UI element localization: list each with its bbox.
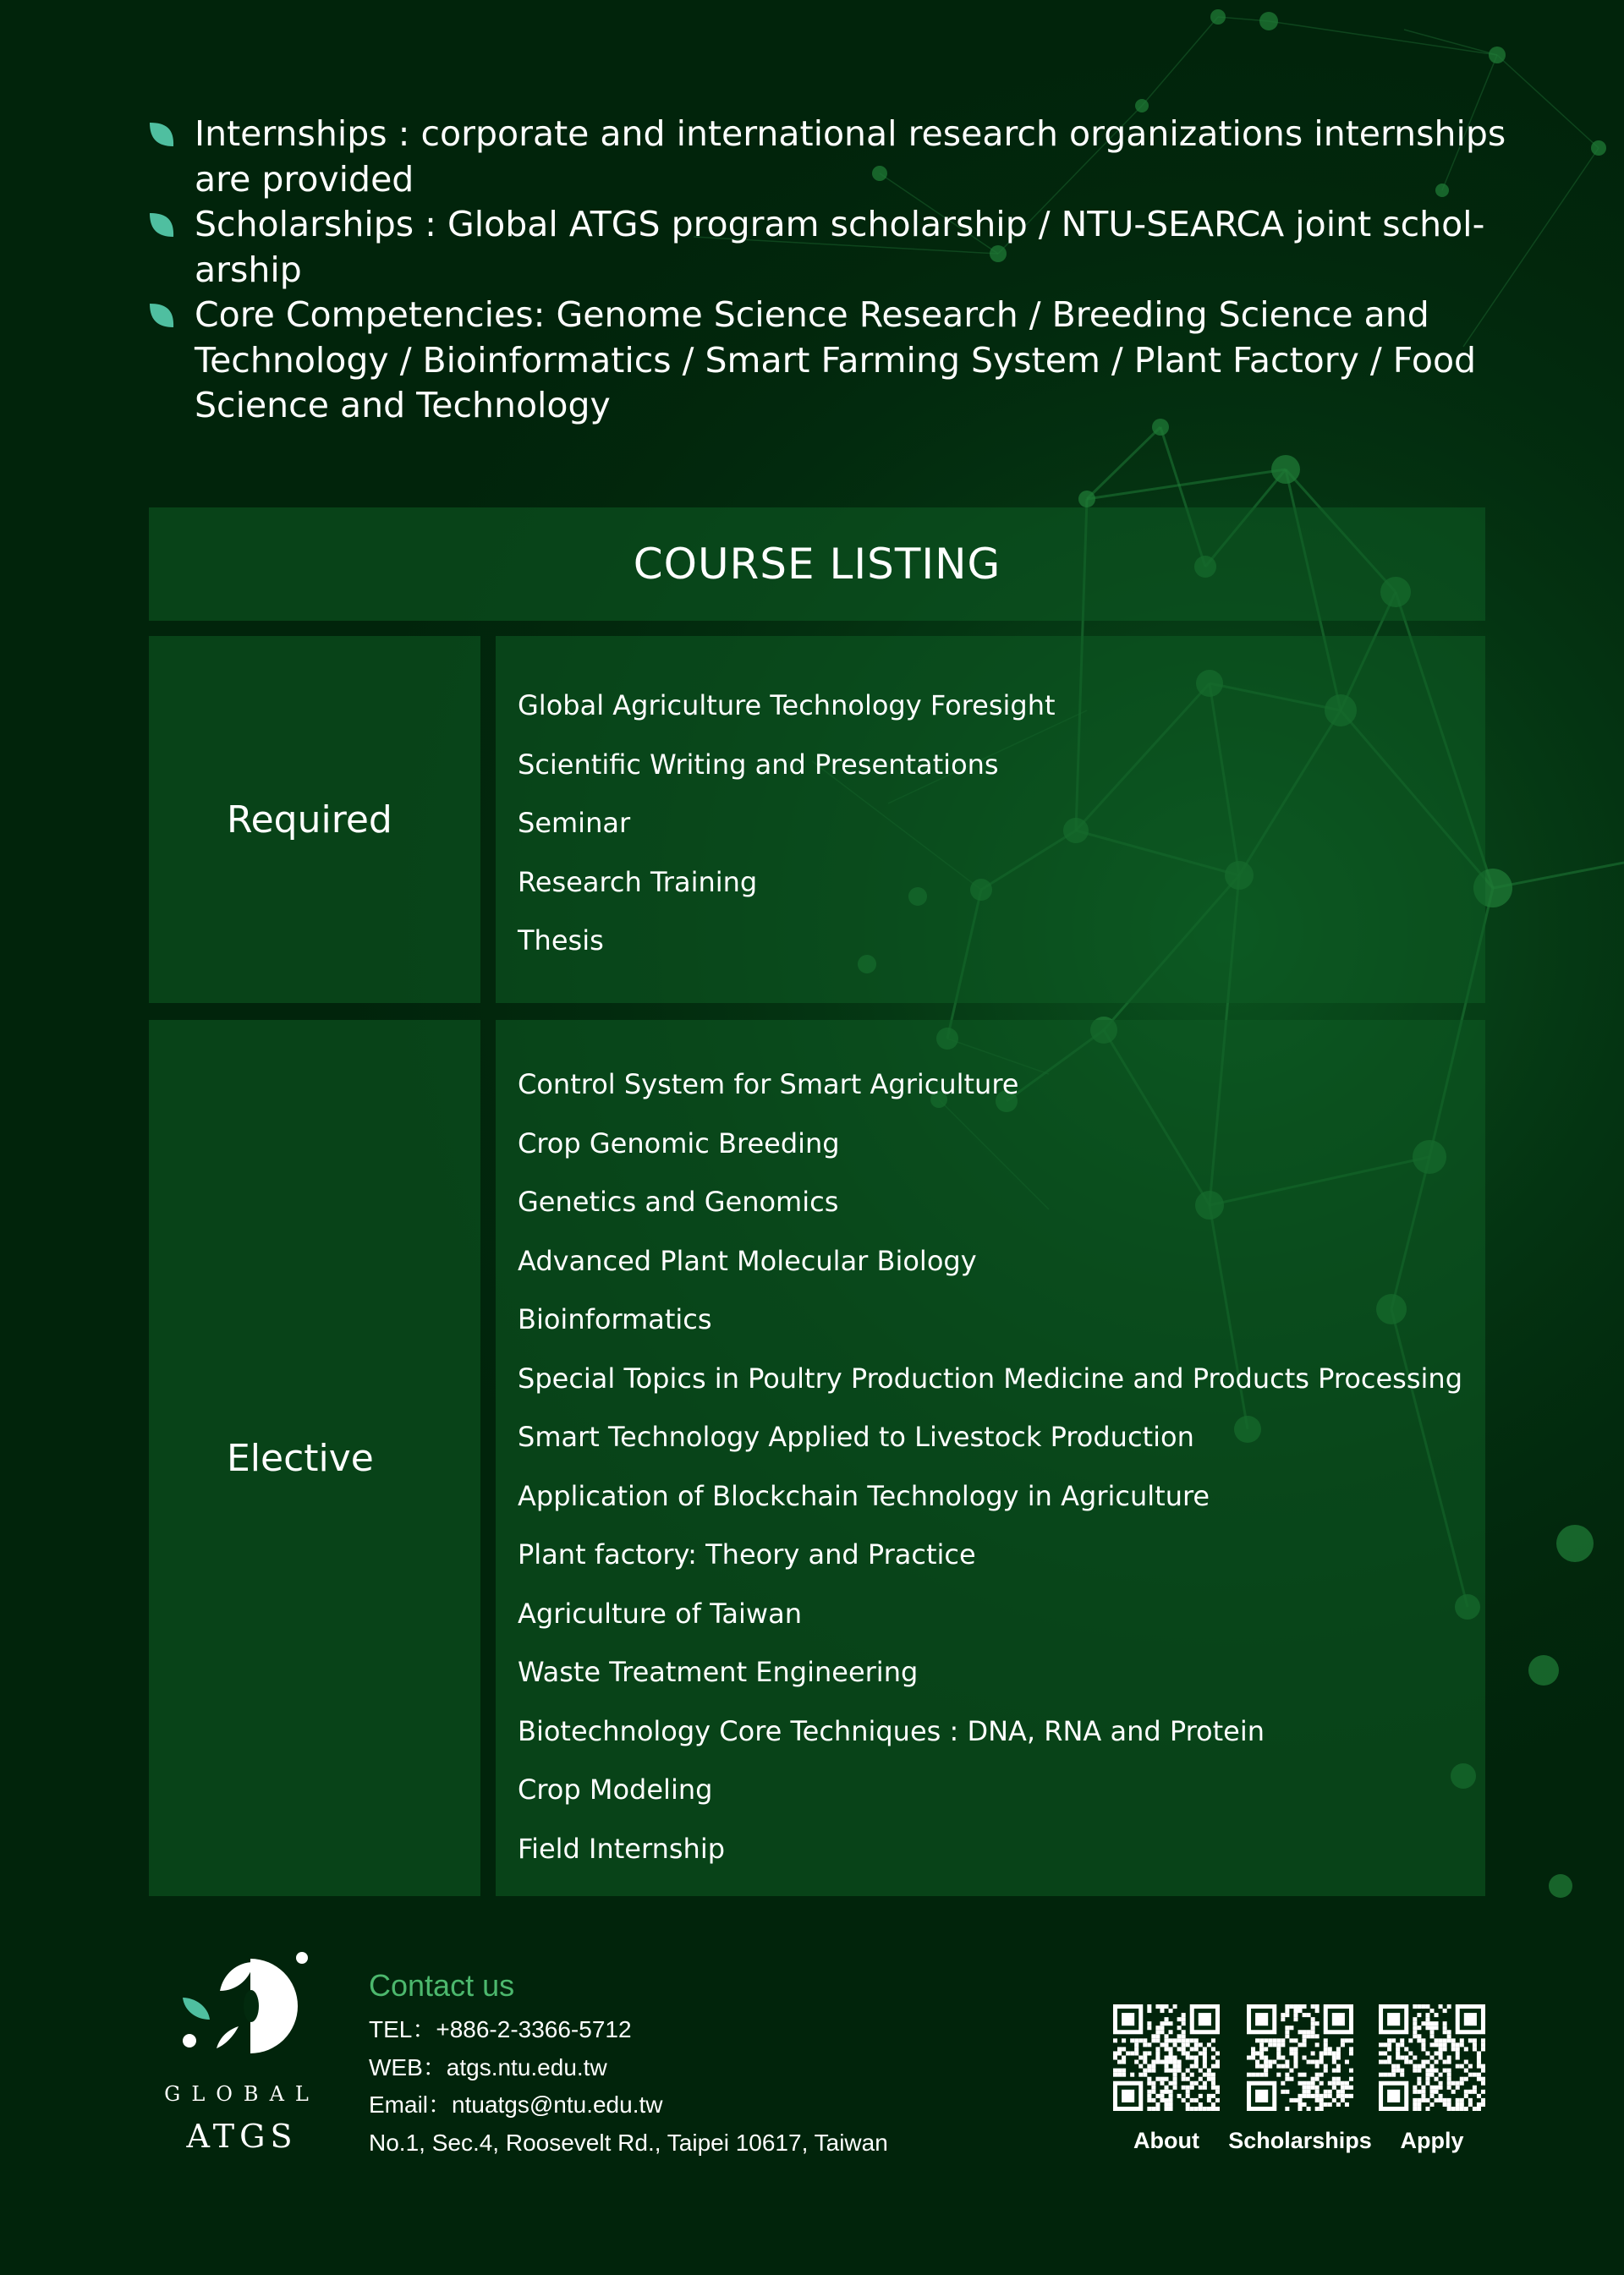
course-item: Biotechnology Core Techniques : DNA, RNA and Protein <box>518 1714 1265 1747</box>
course-item: Agriculture of Taiwan <box>518 1597 802 1630</box>
bullet-item-core-competencies <box>149 293 1536 429</box>
highlights-list <box>149 112 1536 429</box>
contact-web[interactable]: WEB：atgs.ntu.edu.tw <box>369 2053 607 2080</box>
bullet-item-internships <box>149 112 1536 202</box>
leaf-icon <box>149 212 174 238</box>
logo-wordmark-atgs: ATGS <box>186 2118 298 2155</box>
logo-mark-icon <box>149 1945 335 2072</box>
contact-tel: TEL：+886-2-3366-5712 <box>369 2016 632 2042</box>
required-courses-cell <box>496 636 1485 1003</box>
qr-label-about: About <box>1133 2128 1199 2153</box>
qr-code-group <box>1113 2004 1485 2157</box>
bullet-text: Scholarships : Global ATGS program scholarship / NTU-SEARCA joint schol-arship <box>195 204 1485 290</box>
qr-code-apply[interactable] <box>1379 2004 1485 2111</box>
course-item: Seminar <box>518 807 631 839</box>
contact-address: No.1, Sec.4, Roosevelt Rd., Taipei 10617, Taiwan <box>369 2129 888 2156</box>
qr-label-scholarships: Scholarships <box>1228 2128 1372 2153</box>
course-item: Crop Modeling <box>518 1773 713 1806</box>
course-item: Plant factory: Theory and Practice <box>518 1538 976 1571</box>
course-item: Thesis <box>518 924 604 957</box>
course-item: Control System for Smart Agriculture <box>518 1068 1019 1100</box>
elective-label-cell <box>149 1020 480 1896</box>
contact-block <box>369 1965 961 2162</box>
qr-code-about[interactable] <box>1113 2004 1220 2111</box>
course-item: Application of Blockchain Technology in Agriculture <box>518 1479 1210 1512</box>
contact-heading: Contact us <box>369 1968 515 2003</box>
required-course-list <box>518 677 1056 971</box>
elective-courses-cell <box>496 1020 1485 1896</box>
global-atgs-logo <box>149 1945 343 2165</box>
contact-email[interactable]: Email：ntuatgs@ntu.edu.tw <box>369 2091 663 2118</box>
course-listing-header <box>149 507 1485 621</box>
leaf-icon <box>149 303 174 328</box>
required-label-cell <box>149 636 480 1003</box>
course-item: Advanced Plant Molecular Biology <box>518 1244 977 1277</box>
qr-code-scholarships[interactable] <box>1247 2004 1353 2111</box>
course-item: Scientific Writing and Presentations <box>518 748 999 781</box>
required-label: Required <box>227 798 392 841</box>
course-item: Field Internship <box>518 1832 726 1865</box>
logo-wordmark-global: GLOBAL <box>164 2082 320 2106</box>
course-item: Smart Technology Applied to Livestock Production <box>518 1421 1194 1453</box>
course-item: Research Training <box>518 865 758 898</box>
course-item: Global Agriculture Technology Foresight <box>518 689 1056 721</box>
course-item: Crop Genomic Breeding <box>518 1127 840 1159</box>
course-item: Bioinformatics <box>518 1303 712 1335</box>
qr-label-apply: Apply <box>1400 2128 1464 2153</box>
leaf-icon <box>149 122 174 147</box>
course-item: Genetics and Genomics <box>518 1186 839 1218</box>
bullet-text: Internships : corporate and international research organizations internships are provided <box>195 113 1506 200</box>
course-item: Waste Treatment Engineering <box>518 1656 919 1688</box>
bullet-text: Core Competencies: Genome Science Research / Breeding Science and Technology / Bioinformatics / Smart Farming System / Plant Factory / Food Science and Technology <box>195 294 1477 425</box>
elective-label: Elective <box>227 1436 374 1480</box>
bullet-item-scholarships <box>149 202 1536 293</box>
elective-course-list <box>518 1055 1462 1878</box>
course-listing-title: COURSE LISTING <box>633 540 1001 589</box>
course-item: Special Topics in Poultry Production Medicine and Products Processing <box>518 1362 1462 1395</box>
